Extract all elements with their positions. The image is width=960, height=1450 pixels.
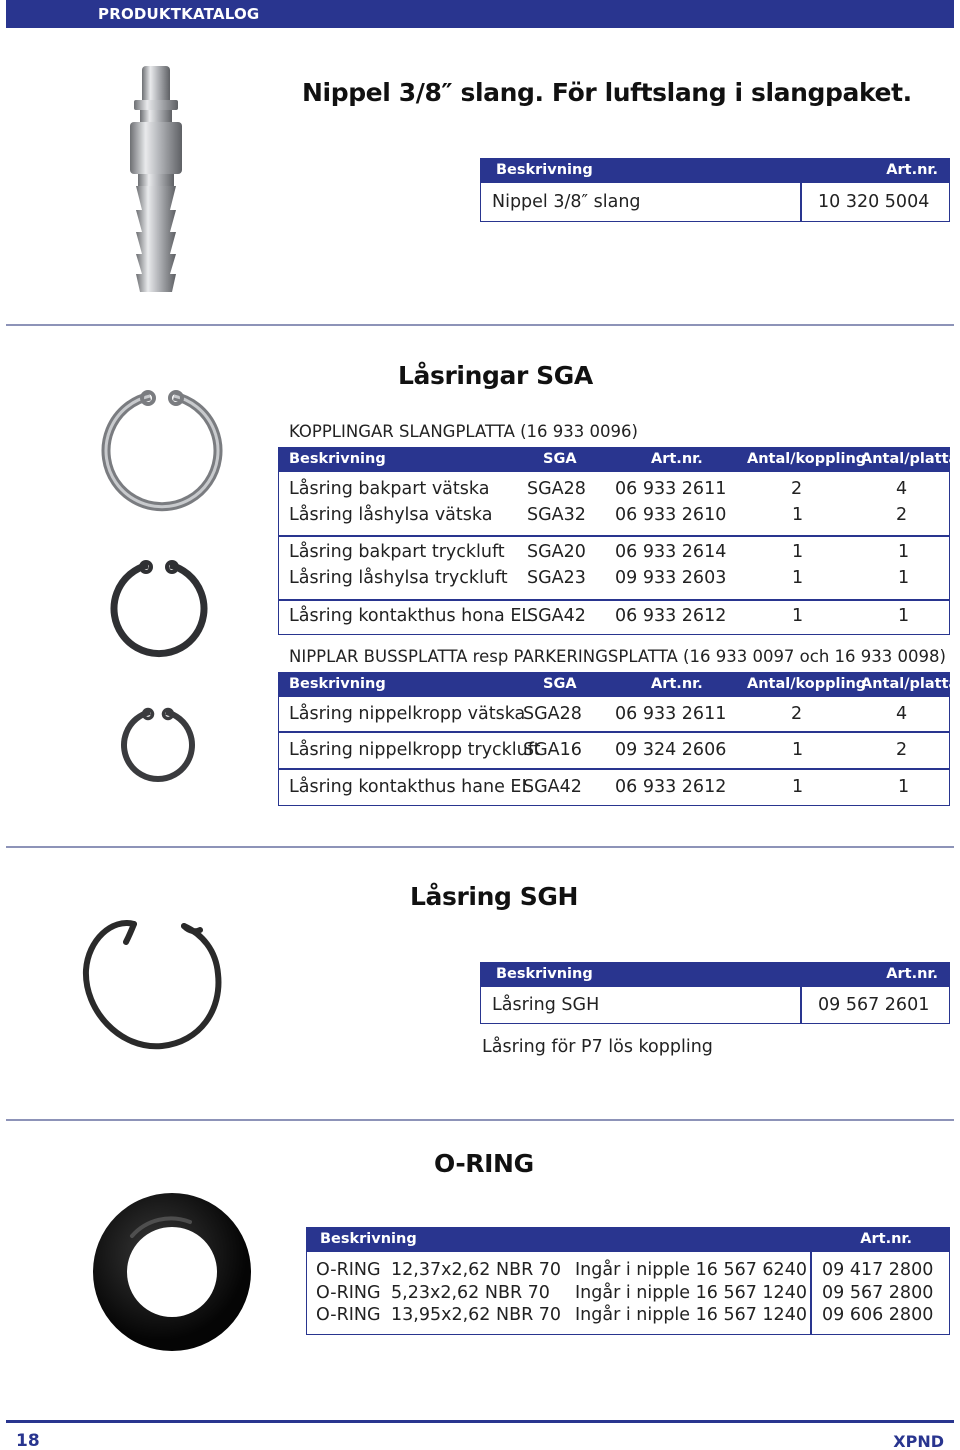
table-cell: SGA20: [527, 542, 586, 562]
table-cell: Låsring kontakthus hona EL: [289, 606, 532, 626]
nippel-table-header: [480, 158, 950, 182]
table-cell: 5,23x2,62 NBR 70: [391, 1283, 550, 1303]
sgh-artnr: 09 567 2601: [818, 995, 930, 1015]
col-header-description: Beskrivning: [496, 162, 593, 178]
table-cell: 1: [898, 777, 910, 797]
table-cell: 06 933 2611: [615, 704, 727, 724]
nippel-description: Nippel 3/8″ slang: [492, 192, 641, 212]
table-cell: 09 567 2800: [822, 1283, 934, 1303]
col-header-antal-koppling: Antal/koppling: [747, 676, 867, 692]
section-divider: [6, 846, 954, 848]
table-cell: 1: [792, 542, 804, 562]
table-cell: Ingår i nipple 16 567 1240: [575, 1305, 807, 1325]
table-cell: O-RING: [316, 1283, 381, 1303]
table-cell: 2: [791, 704, 803, 724]
sga-table2-header: [278, 672, 959, 696]
table-cell: 06 933 2614: [615, 542, 727, 562]
col-header-artnr: Art.nr.: [886, 162, 938, 178]
table-cell: SGA42: [527, 606, 586, 626]
table-cell: SGA16: [523, 740, 582, 760]
sgh-table-header: [480, 962, 950, 986]
sga-medium-ring-image: [104, 555, 214, 665]
section-divider: [6, 324, 954, 326]
sgh-table-row: [480, 986, 950, 1024]
col-header-artnr: Art.nr.: [860, 1231, 912, 1247]
col-header-antal-koppling: Antal/koppling: [747, 451, 867, 467]
table-cell: 4: [896, 704, 908, 724]
table-cell: 1: [792, 777, 804, 797]
sgh-description: Låsring SGH: [492, 995, 600, 1015]
nippel-title: Nippel 3/8″ slang. För luftslang i slangpaket.: [302, 78, 912, 107]
sga-large-ring-image: [92, 382, 232, 522]
table-cell: O-RING: [316, 1305, 381, 1325]
table-cell: 09 324 2606: [615, 740, 727, 760]
table-cell: 09 933 2603: [615, 568, 727, 588]
table-cell: Ingår i nipple 16 567 1240: [575, 1283, 807, 1303]
nippel-table-row: [480, 182, 950, 222]
nipple-image: [120, 60, 190, 300]
table-cell: 1: [792, 740, 804, 760]
table-cell: 1: [898, 606, 910, 626]
table-cell: SGA28: [527, 479, 586, 499]
table-cell: Låsring låshylsa vätska: [289, 505, 493, 525]
table-cell: 2: [791, 479, 803, 499]
col-header-description: Beskrivning: [320, 1231, 417, 1247]
table-cell: 1: [792, 606, 804, 626]
table-cell: Låsring bakpart tryckluft: [289, 542, 505, 562]
catalog-label: PRODUKTKATALOG: [98, 5, 260, 23]
table-cell: 06 933 2612: [615, 777, 727, 797]
oring-table-header: [306, 1227, 950, 1251]
sgh-note: Låsring för P7 lös koppling: [482, 1037, 713, 1057]
oring-title: O-RING: [434, 1149, 534, 1178]
table-cell: Låsring bakpart vätska: [289, 479, 490, 499]
oring-image: [92, 1192, 252, 1352]
table-cell: Låsring nippelkropp tryckluft: [289, 740, 541, 760]
table-cell: 06 933 2611: [615, 479, 727, 499]
page-number: 18: [16, 1431, 40, 1450]
table-cell: 06 933 2610: [615, 505, 727, 525]
table-cell: Låsring låshylsa tryckluft: [289, 568, 508, 588]
col-header-sga: SGA: [543, 451, 577, 467]
table-cell: SGA28: [523, 704, 582, 724]
header-bar: [6, 0, 954, 28]
col-header-antal-platta: Antal/platta: [861, 676, 959, 692]
sga-small-ring-image: [118, 702, 198, 788]
col-header-description: Beskrivning: [496, 966, 593, 982]
col-header-artnr: Art.nr.: [651, 451, 703, 467]
table-cell: 1: [792, 505, 804, 525]
table-cell: Låsring kontakthus hane EL: [289, 777, 532, 797]
table-cell: O-RING: [316, 1260, 381, 1280]
table-cell: SGA32: [527, 505, 586, 525]
brand-logo: XPND: [893, 1432, 944, 1450]
col-header-antal-platta: Antal/platta: [861, 451, 959, 467]
table-cell: Låsring nippelkropp vätska: [289, 704, 526, 724]
sga-group1-title: KOPPLINGAR SLANGPLATTA (16 933 0096): [289, 422, 638, 441]
table-cell: SGA23: [527, 568, 586, 588]
table-cell: 13,95x2,62 NBR 70: [391, 1305, 562, 1325]
sgh-ring-image: [72, 910, 232, 1060]
table-cell: 4: [896, 479, 908, 499]
table-cell: 1: [898, 568, 910, 588]
col-header-artnr: Art.nr.: [651, 676, 703, 692]
sga-group2-title: NIPPLAR BUSSPLATTA resp PARKERINGSPLATTA (16 933 0097 och 16 933 0098): [289, 647, 946, 666]
table-cell: 2: [896, 740, 908, 760]
table-cell: 1: [792, 568, 804, 588]
table-cell: Ingår i nipple 16 567 6240: [575, 1260, 807, 1280]
col-header-artnr: Art.nr.: [886, 966, 938, 982]
sgh-title: Låsring SGH: [410, 882, 579, 911]
sga-title: Låsringar SGA: [398, 361, 593, 390]
table-cell: SGA42: [523, 777, 582, 797]
nippel-artnr: 10 320 5004: [818, 192, 930, 212]
footer-rule: [6, 1420, 954, 1423]
table-cell: 1: [898, 542, 910, 562]
table-cell: 09 417 2800: [822, 1260, 934, 1280]
table-cell: 12,37x2,62 NBR 70: [391, 1260, 562, 1280]
col-header-description: Beskrivning: [289, 451, 386, 467]
table-cell: 09 606 2800: [822, 1305, 934, 1325]
col-header-sga: SGA: [543, 676, 577, 692]
sga-table2: [278, 696, 950, 806]
sga-table1-header: [278, 447, 959, 471]
oring-table: [306, 1251, 950, 1335]
table-cell: 06 933 2612: [615, 606, 727, 626]
section-divider: [6, 1119, 954, 1121]
sga-table1: [278, 471, 950, 635]
col-header-description: Beskrivning: [289, 676, 386, 692]
table-cell: 2: [896, 505, 908, 525]
